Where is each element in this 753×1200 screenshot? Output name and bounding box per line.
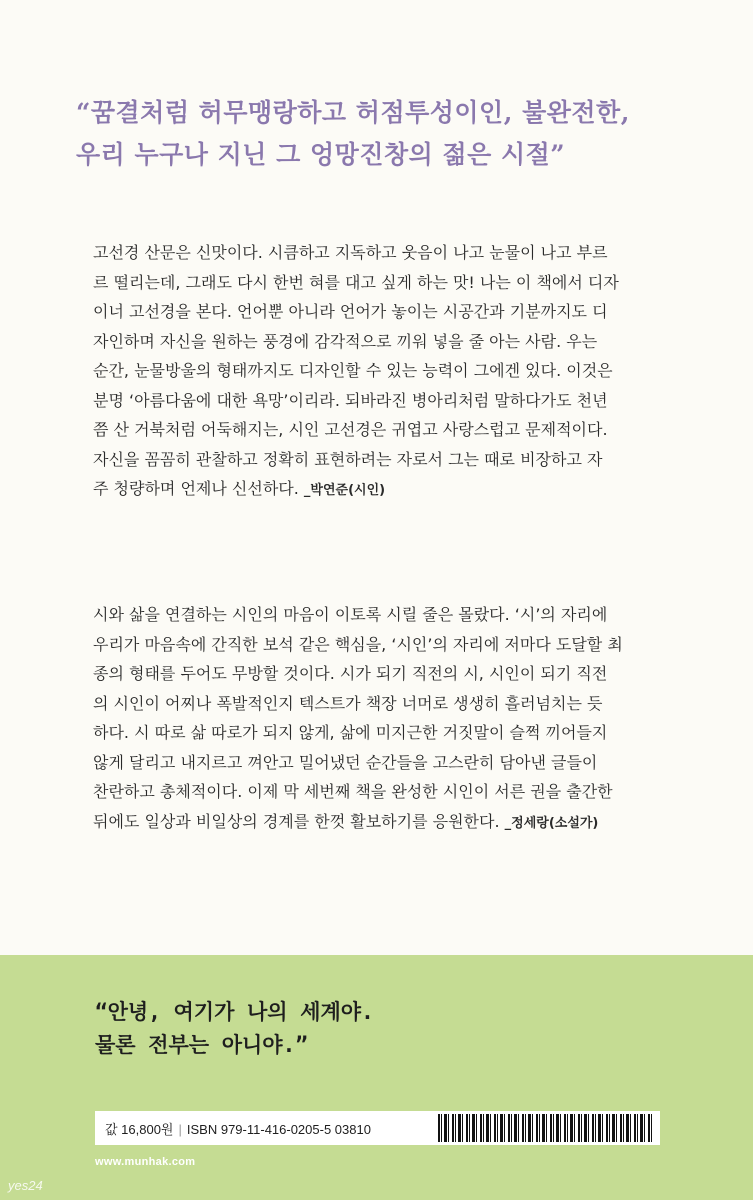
review-line: 분명 ‘아름다움에 대한 욕망’이리라. 되바라진 병아리처럼 말하다가도 천년 (93, 390, 608, 410)
review-line-last (93, 474, 671, 506)
review-line-text: 주 청량하며 언제나 신선하다. (93, 479, 299, 498)
review-line: 이너 고선경을 본다. 언어뿐 아니라 언어가 놓이는 시공간과 기분까지도 디 (93, 302, 608, 321)
review-line: 찬란하고 총체적이다. 이제 막 세번째 책을 완성한 시인이 서른 권을 출간한 (93, 782, 613, 801)
review-paragraph-1 (93, 238, 671, 506)
isbn: ISBN 979-11-416-0205-5 03810 (186, 1122, 371, 1137)
review-line: 않게 달리고 내지르고 껴안고 밀어냈던 순간들을 고스란히 담아낸 글들이 (93, 752, 598, 772)
review-credit: _정세랑(소설가) (504, 815, 599, 831)
review-line: 자신을 꼼꼼히 관찰하고 정확히 표현하려는 자로서 그는 때로 비장하고 자 (93, 449, 603, 469)
price-isbn-box (95, 1111, 660, 1145)
closing-quote-line: 물론 전부는 아니야.” (95, 1033, 308, 1057)
barcode-image (438, 1114, 653, 1142)
review-line-text: 뒤에도 일상과 비일상의 경계를 한껏 활보하기를 응원한다. (93, 811, 500, 831)
review-line: 순간, 눈물방울의 형태까지도 디자인할 수 있는 능력이 그에겐 있다. 이것은 (93, 361, 613, 380)
closing-quote-line: “안녕, 여기가 나의 세계야. (95, 1000, 374, 1024)
review-line: 자인하며 자신을 원하는 풍경에 감각적으로 끼워 넣을 줄 아는 사람. 우는 (93, 331, 598, 351)
review-line-last (93, 807, 671, 839)
review-line: 시와 삶을 연결하는 시인의 마음이 이토록 시릴 줄은 몰랐다. ‘시’의 자리에 (93, 605, 608, 624)
price: 값 16,800원 (105, 1122, 174, 1137)
review-line: 의 시인이 어찌나 폭발적인지 텍스트가 책장 너머로 생생히 흘러넘치는 듯 (93, 693, 603, 713)
review-paragraph-2 (93, 600, 671, 838)
headline-quote (76, 92, 716, 176)
price-isbn-text (105, 1119, 371, 1138)
review-line: 고선경 산문은 신맛이다. 시큼하고 지독하고 웃음이 나고 눈물이 나고 부르 (93, 243, 608, 262)
headline-line: “꿈결처럼 허무맹랑하고 허점투성이인, 불완전한, (76, 98, 630, 127)
review-line: 하다. 시 따로 삶 따로가 되지 않게, 삶에 미지근한 거짓말이 슬쩍 끼어들지 (93, 723, 608, 742)
review-line: 종의 형태를 두어도 무방할 것이다. 시가 되기 직전의 시, 시인이 되기 직전 (93, 664, 608, 683)
headline-line: 우리 누구나 지닌 그 엉망진창의 젊은 시절” (76, 140, 566, 169)
separator: | (178, 1122, 182, 1137)
closing-quote (95, 996, 374, 1062)
publisher-website: www.munhak.com (95, 1156, 196, 1168)
review-line: 르 떨리는데, 그래도 다시 한번 혀를 대고 싶게 하는 맛! 나는 이 책에서 디자 (93, 272, 619, 292)
watermark: yes24 (8, 1178, 43, 1193)
review-line: 쯤 산 거북처럼 어둑해지는, 시인 고선경은 귀엽고 사랑스럽고 문제적이다. (93, 420, 608, 439)
review-line: 우리가 마음속에 간직한 보석 같은 핵심을, ‘시인’의 자리에 저마다 도달할 최 (93, 634, 623, 654)
review-credit: _박연준(시인) (303, 483, 386, 498)
